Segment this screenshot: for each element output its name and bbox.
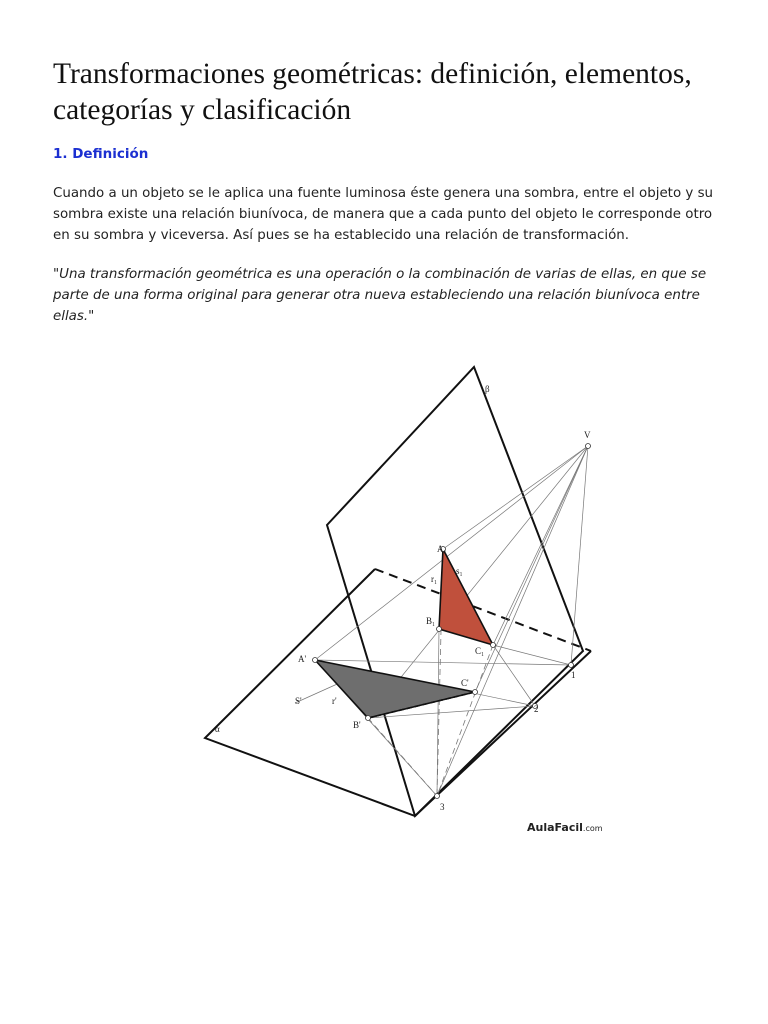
label-beta: β: [485, 384, 490, 394]
label-v: V: [584, 430, 591, 440]
label-a1: A₁: [437, 544, 447, 554]
construction-lines: [295, 629, 571, 796]
label-c-prime: C': [461, 678, 469, 688]
label-point-1: 1: [571, 670, 576, 680]
credit-brand: AulaFacil: [527, 821, 583, 834]
label-c1: C₁: [475, 646, 485, 656]
page-title: Transformaciones geométricas: definición, elementos, categorías y clasificación: [53, 58, 692, 126]
label-s1: s₁: [456, 566, 463, 576]
object-triangle: [439, 549, 493, 645]
credit-domain: .com: [582, 824, 603, 833]
label-alpha: α: [215, 724, 220, 734]
definition-quote: "Una transformación geométrica es una operación o la combinación de varias de ellas, en que se parte de una forma original para generar otra nueva estableciendo una relación biunívoca entre ellas.": [53, 267, 707, 324]
section-heading: 1. Definición: [53, 146, 149, 162]
label-b1: B₁: [426, 616, 436, 626]
label-r1: r₁: [431, 574, 438, 584]
image-credit: [527, 821, 603, 834]
geometric-transformation-figure: [195, 340, 615, 840]
shadow-triangle: [315, 660, 475, 718]
figure-svg: [195, 340, 615, 840]
label-b-prime: B': [353, 720, 361, 730]
definition-paragraph: Cuando a un objeto se le aplica una fuente luminosa éste genera una sombra, entre el objeto y su sombra existe una relación biunívoca, de manera que a cada punto del objeto le corresponde otro en su sombra y viceversa. Así pues se ha establecido una relación de transformación.: [53, 186, 714, 243]
label-r-prime: r': [332, 696, 337, 706]
label-point-3: 3: [440, 802, 445, 812]
label-s-prime: S': [295, 696, 302, 706]
label-a-prime: A': [298, 654, 307, 664]
label-point-2: 2: [534, 704, 539, 714]
